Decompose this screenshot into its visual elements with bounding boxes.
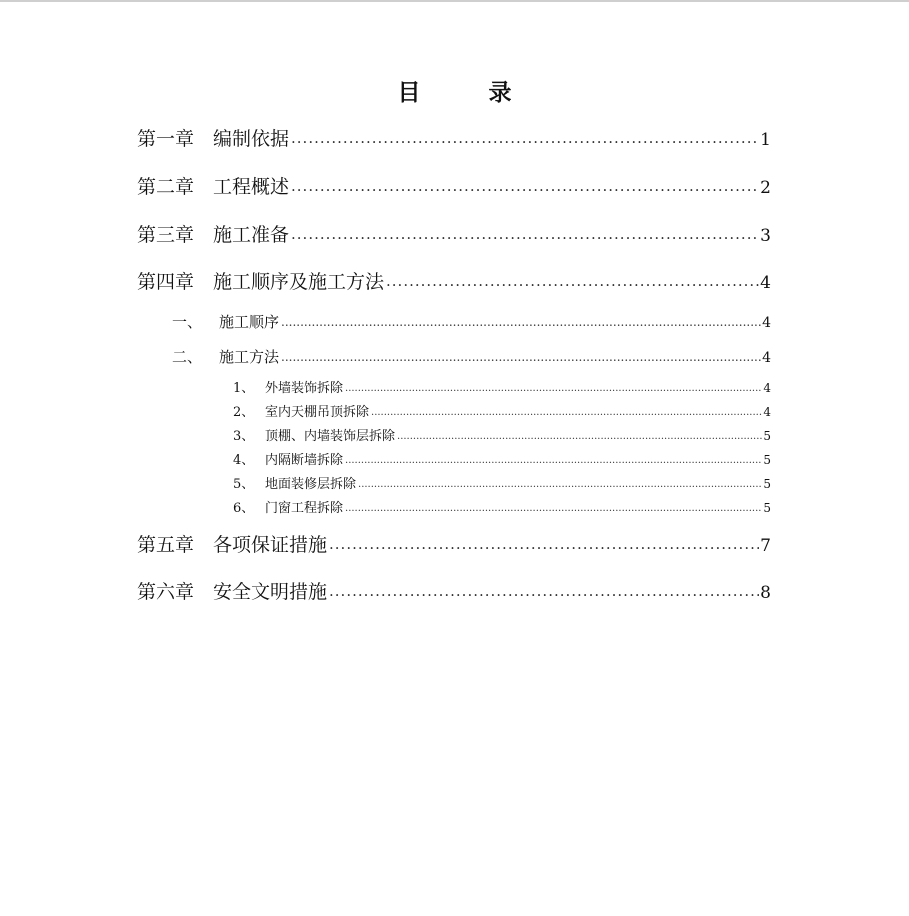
dot-leader (397, 427, 762, 440)
toc-entry-number: 第四章 (137, 271, 195, 293)
toc-entry-number: 第六章 (137, 581, 195, 603)
toc-entry-page: 5 (763, 429, 771, 443)
toc-entry-chapter-1[interactable] (137, 124, 771, 152)
toc-entry-number: 一、 (172, 313, 203, 331)
toc-entry-chapter-5[interactable] (137, 530, 771, 558)
toc-entry-chapter-3[interactable] (137, 220, 771, 248)
toc-entry-page: 7 (760, 536, 771, 556)
toc-entry-label: 施工顺序 (219, 313, 280, 331)
toc-entry-label: 工程概述 (213, 176, 290, 198)
toc-entry-page: 2 (760, 178, 771, 198)
toc-entry-label: 顶棚、内墙装饰层拆除 (265, 429, 396, 444)
toc-entry-label: 施工顺序及施工方法 (213, 271, 385, 293)
toc-entry-label: 编制依据 (213, 128, 290, 150)
toc-entry-page: 4 (760, 273, 771, 293)
toc-entry-item-1[interactable] (233, 377, 771, 397)
toc-entry-label: 安全文明措施 (213, 581, 328, 603)
toc-entry-page: 5 (763, 501, 771, 515)
dot-leader (329, 579, 759, 598)
toc-entry-page: 3 (760, 226, 771, 246)
toc-entry-item-4[interactable] (233, 449, 771, 469)
toc-entry-number: 3、 (233, 429, 255, 444)
toc-entry-number: 第一章 (137, 128, 195, 150)
dot-leader (291, 126, 759, 145)
toc-entry-section-4-1[interactable] (172, 311, 771, 333)
dot-leader (371, 403, 762, 416)
toc-entry-label: 室内天棚吊顶拆除 (265, 405, 370, 420)
toc-entry-page: 4 (763, 381, 771, 395)
toc-entry-number: 2、 (233, 405, 255, 420)
dot-leader (345, 379, 762, 392)
toc-entry-label: 内隔断墙拆除 (265, 453, 344, 468)
toc-entry-chapter-2[interactable] (137, 172, 771, 200)
toc-entry-page: 4 (762, 350, 771, 366)
toc-entry-item-5[interactable] (233, 473, 771, 493)
toc-entry-page: 8 (760, 583, 771, 603)
dot-leader (291, 174, 759, 193)
dot-leader (281, 312, 761, 327)
toc-entry-number: 6、 (233, 501, 255, 516)
toc-entry-label: 外墙装饰拆除 (265, 381, 344, 396)
toc-entry-number: 1、 (233, 381, 255, 396)
toc-entry-item-3[interactable] (233, 425, 771, 445)
toc-title: 目 录 (397, 79, 542, 106)
toc-entry-section-4-2[interactable] (172, 346, 771, 368)
dot-leader (329, 532, 759, 551)
dot-leader (345, 499, 762, 512)
toc-entry-label: 施工方法 (219, 348, 280, 366)
toc-entry-label: 门窗工程拆除 (265, 501, 344, 516)
toc-entry-number: 第三章 (137, 224, 195, 246)
dot-leader (281, 347, 761, 362)
toc-entry-label: 地面装修层拆除 (265, 477, 357, 492)
dot-leader (345, 451, 762, 464)
toc-entry-number: 5、 (233, 477, 255, 492)
toc-entry-item-2[interactable] (233, 401, 771, 421)
dot-leader (358, 475, 762, 488)
toc-entry-chapter-6[interactable] (137, 577, 771, 605)
toc-entry-page: 4 (762, 315, 771, 331)
toc-entry-page: 4 (763, 405, 771, 419)
toc-entry-number: 第五章 (137, 534, 195, 556)
toc-entry-number: 4、 (233, 453, 255, 468)
toc-entry-page: 1 (760, 130, 771, 150)
toc-entry-label: 施工准备 (213, 224, 290, 246)
toc-entry-page: 5 (763, 477, 771, 491)
toc-entry-chapter-4[interactable] (137, 267, 771, 295)
dot-leader (291, 222, 759, 241)
toc-entry-label: 各项保证措施 (213, 534, 328, 556)
toc-entry-number: 二、 (172, 348, 203, 366)
toc-entry-item-6[interactable] (233, 497, 771, 517)
toc-entry-number: 第二章 (137, 176, 195, 198)
dot-leader (386, 269, 759, 288)
toc-entry-page: 5 (763, 453, 771, 467)
